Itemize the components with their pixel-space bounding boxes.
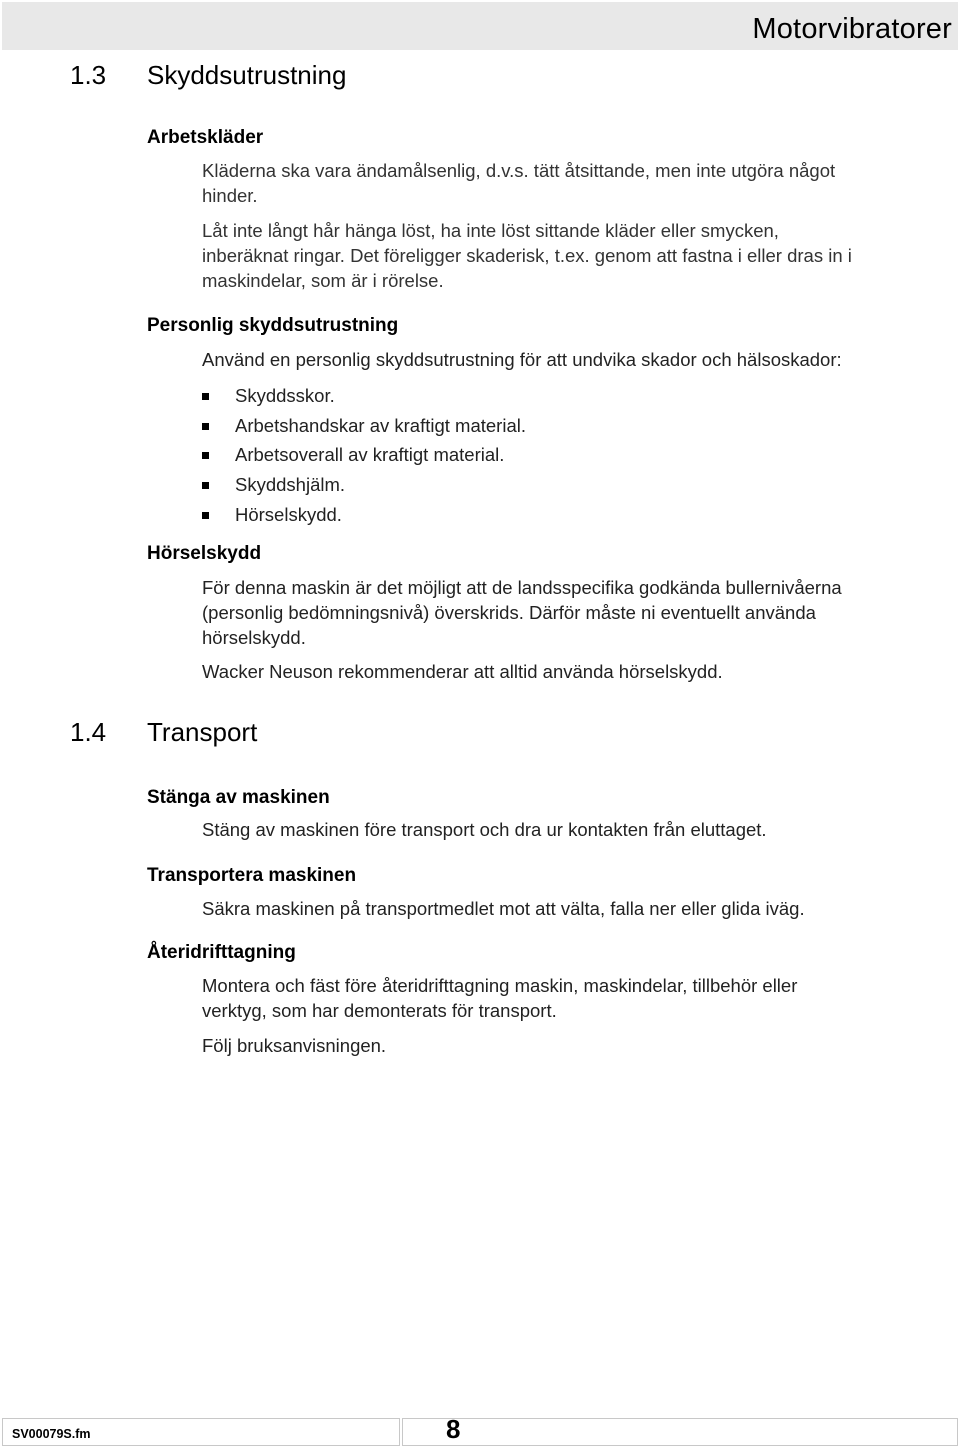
paragraph: Säkra maskinen på transportmedlet mot att välta, falla ner eller glida iväg. bbox=[202, 898, 805, 919]
paragraph: Låt inte långt hår hänga löst, ha inte löst sittande kläder eller smycken, inberäknat ringar. Det föreligger skaderisk, t.ex. genom att fastna i eller dras in i maskindelar, som är i rörelse. bbox=[202, 220, 852, 291]
list-item: Skyddsskor. bbox=[202, 381, 526, 411]
document-title: Motorvibratorer bbox=[752, 13, 952, 45]
subheading-transportera-maskinen: Transportera maskinen bbox=[147, 865, 357, 886]
section-number: 1.3 bbox=[70, 60, 107, 90]
paragraph: Använd en personlig skyddsutrustning för att undvika skador och hälsoskador: bbox=[202, 349, 842, 370]
subheading-horselskydd: Hörselskydd bbox=[147, 543, 262, 564]
footer-doc-code: SV00079S.fm bbox=[12, 1427, 91, 1441]
bullet-list bbox=[202, 381, 526, 529]
subheading-personlig-skyddsutrustning: Personlig skyddsutrustning bbox=[147, 315, 399, 336]
paragraph: Wacker Neuson rekommenderar att alltid använda hörselskydd. bbox=[202, 661, 723, 682]
section-title: Transport bbox=[147, 717, 258, 747]
section-title: Skyddsutrustning bbox=[147, 60, 347, 90]
list-item: Arbetsoverall av kraftigt material. bbox=[202, 440, 526, 470]
subheading-stanga-av-maskinen: Stänga av maskinen bbox=[147, 787, 330, 808]
paragraph: För denna maskin är det möjligt att de landsspecifika godkända bullernivåerna (personlig bedömningsnivå) överskrids. Därför måste ni eventuellt använda hörselskydd. bbox=[202, 577, 842, 648]
subheading-arbetsklader: Arbetskläder bbox=[147, 127, 264, 148]
section-number: 1.4 bbox=[70, 717, 107, 747]
bullet-square-icon bbox=[202, 512, 209, 519]
list-item: Arbetshandskar av kraftigt material. bbox=[202, 411, 526, 441]
bullet-square-icon bbox=[202, 423, 209, 430]
paragraph: Montera och fäst före återidrifttagning maskin, maskindelar, tillbehör eller verktyg, som har demonterats för transport. bbox=[202, 975, 798, 1021]
bullet-square-icon bbox=[202, 452, 209, 459]
subheading-ateridrifttagning: Återidrifttagning bbox=[147, 942, 296, 963]
footer-right-box bbox=[402, 1418, 958, 1446]
bullet-square-icon bbox=[202, 482, 209, 489]
list-item: Skyddshjälm. bbox=[202, 470, 526, 500]
paragraph: Stäng av maskinen före transport och dra ur kontakten från eluttaget. bbox=[202, 819, 767, 840]
paragraph: Följ bruksanvisningen. bbox=[202, 1035, 387, 1056]
paragraph: Kläderna ska vara ändamålsenlig, d.v.s. tätt åtsittande, men inte utgöra något hinder. bbox=[202, 160, 836, 206]
page-number: 8 bbox=[446, 1414, 461, 1444]
list-item: Hörselskydd. bbox=[202, 500, 526, 530]
bullet-square-icon bbox=[202, 393, 209, 400]
